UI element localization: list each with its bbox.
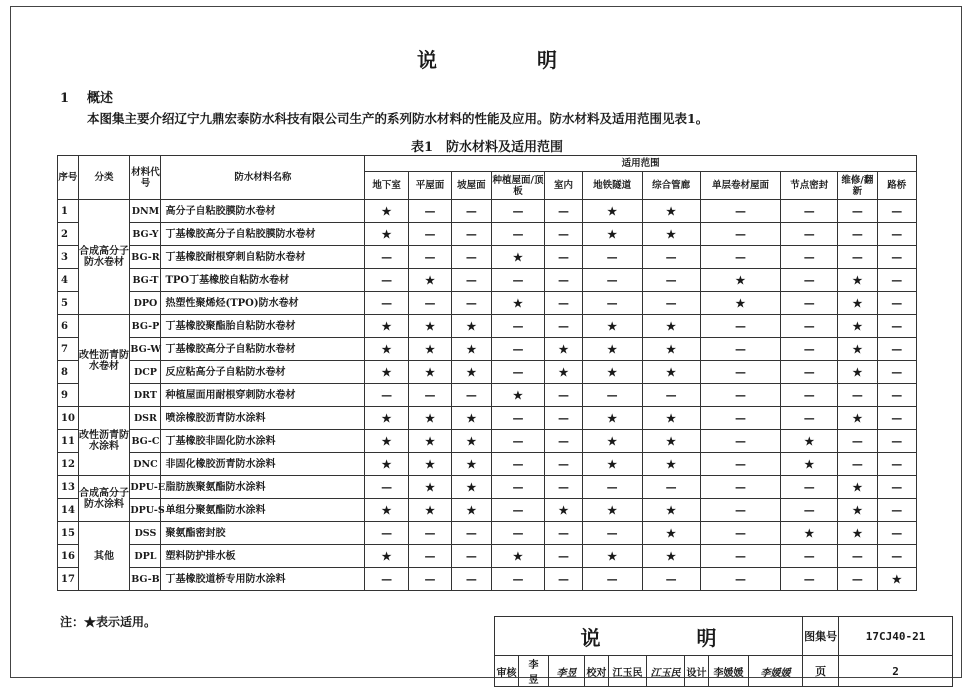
material-name: 单组分聚氨酯防水涂料 — [161, 499, 365, 522]
material-name: 塑料防护排水板 — [161, 545, 365, 568]
scope-column-header: 节点密封 — [781, 172, 838, 200]
not-applicable-dash: — — [491, 361, 545, 384]
material-code: DPO — [130, 292, 161, 315]
not-applicable-dash: — — [700, 453, 781, 476]
not-applicable-dash: — — [408, 292, 451, 315]
not-applicable-dash: — — [491, 499, 545, 522]
applicable-star-icon: ★ — [642, 453, 700, 476]
applicable-star-icon: ★ — [491, 545, 545, 568]
intro-paragraph: 本图集主要介绍辽宁九鼎宏泰防水科技有限公司生产的系列防水材料的性能及应用。防水材料及适用范围见表1。 — [87, 111, 709, 126]
applicable-star-icon: ★ — [642, 545, 700, 568]
not-applicable-dash: — — [545, 407, 582, 430]
scope-column-header: 坡屋面 — [452, 172, 491, 200]
not-applicable-dash: — — [838, 384, 877, 407]
not-applicable-dash: — — [545, 384, 582, 407]
applicable-star-icon: ★ — [838, 407, 877, 430]
applicable-star-icon: ★ — [408, 407, 451, 430]
applicable-star-icon: ★ — [838, 361, 877, 384]
page-number: 2 — [839, 656, 953, 687]
applicable-star-icon: ★ — [582, 200, 642, 223]
not-applicable-dash: — — [582, 246, 642, 269]
applicable-star-icon: ★ — [838, 292, 877, 315]
not-applicable-dash: — — [491, 430, 545, 453]
not-applicable-dash: — — [545, 200, 582, 223]
not-applicable-dash: — — [545, 223, 582, 246]
not-applicable-dash: — — [452, 223, 491, 246]
not-applicable-dash: — — [582, 568, 642, 591]
applicable-star-icon: ★ — [408, 453, 451, 476]
table-row — [58, 476, 917, 499]
table-caption: 表1 防水材料及适用范围 — [410, 140, 564, 155]
header-code: 材料代号 — [130, 156, 161, 200]
not-applicable-dash: — — [582, 269, 642, 292]
row-number: 6 — [58, 315, 79, 338]
row-number: 14 — [58, 499, 79, 522]
material-name: 高分子自粘胶膜防水卷材 — [161, 200, 365, 223]
not-applicable-dash: — — [491, 315, 545, 338]
not-applicable-dash: — — [700, 476, 781, 499]
applicable-star-icon: ★ — [781, 430, 838, 453]
not-applicable-dash: — — [452, 384, 491, 407]
applicable-star-icon: ★ — [365, 430, 408, 453]
not-applicable-dash: — — [781, 568, 838, 591]
applicable-star-icon: ★ — [545, 499, 582, 522]
not-applicable-dash: — — [700, 246, 781, 269]
applicable-star-icon: ★ — [700, 292, 781, 315]
table-row — [58, 246, 917, 269]
check-signature: 江玉民 — [647, 656, 685, 687]
materials-table — [57, 155, 917, 591]
applicable-star-icon: ★ — [838, 522, 877, 545]
row-number: 10 — [58, 407, 79, 430]
table-row — [58, 200, 917, 223]
applicable-star-icon: ★ — [365, 315, 408, 338]
table-note: 注：★表示适用。 — [60, 615, 157, 629]
applicable-star-icon: ★ — [642, 430, 700, 453]
not-applicable-dash: — — [838, 200, 877, 223]
scope-column-header: 路桥 — [877, 172, 916, 200]
not-applicable-dash: — — [781, 338, 838, 361]
not-applicable-dash: — — [700, 338, 781, 361]
applicable-star-icon: ★ — [452, 361, 491, 384]
applicable-star-icon: ★ — [452, 499, 491, 522]
row-number: 2 — [58, 223, 79, 246]
applicable-star-icon: ★ — [408, 315, 451, 338]
not-applicable-dash: — — [700, 200, 781, 223]
page-title: 说 明 — [417, 48, 597, 72]
header-category: 分类 — [78, 156, 130, 200]
not-applicable-dash: — — [838, 430, 877, 453]
applicable-star-icon: ★ — [582, 361, 642, 384]
title-block-title: 说 明 — [495, 617, 803, 656]
applicable-star-icon: ★ — [642, 522, 700, 545]
not-applicable-dash: — — [877, 476, 916, 499]
not-applicable-dash: — — [700, 407, 781, 430]
row-number: 15 — [58, 522, 79, 545]
applicable-star-icon: ★ — [642, 407, 700, 430]
not-applicable-dash: — — [877, 453, 916, 476]
not-applicable-dash: — — [491, 568, 545, 591]
scope-column-header: 综合管廊 — [642, 172, 700, 200]
material-name: 丁基橡胶非固化防水涂料 — [161, 430, 365, 453]
material-code: BG-W — [130, 338, 161, 361]
scope-column-header: 室内 — [545, 172, 582, 200]
not-applicable-dash: — — [700, 223, 781, 246]
scope-column-header: 地下室 — [365, 172, 408, 200]
not-applicable-dash: — — [781, 269, 838, 292]
applicable-star-icon: ★ — [452, 338, 491, 361]
material-code: BG-P — [130, 315, 161, 338]
applicable-star-icon: ★ — [642, 315, 700, 338]
scope-column-header: 维修/翻新 — [838, 172, 877, 200]
applicable-star-icon: ★ — [642, 338, 700, 361]
not-applicable-dash: — — [877, 430, 916, 453]
category-cell: 合成高分子防水卷材 — [78, 200, 130, 315]
material-name: 丁基橡胶聚酯胎自粘防水卷材 — [161, 315, 365, 338]
table-row — [58, 453, 917, 476]
not-applicable-dash: — — [582, 476, 642, 499]
not-applicable-dash: — — [838, 568, 877, 591]
not-applicable-dash: — — [781, 545, 838, 568]
applicable-star-icon: ★ — [582, 338, 642, 361]
table-row — [58, 361, 917, 384]
table-row — [58, 499, 917, 522]
applicable-star-icon: ★ — [408, 361, 451, 384]
not-applicable-dash: — — [545, 269, 582, 292]
not-applicable-dash: — — [700, 315, 781, 338]
applicable-star-icon: ★ — [491, 292, 545, 315]
applicable-star-icon: ★ — [545, 338, 582, 361]
material-code: BG-Y — [130, 223, 161, 246]
not-applicable-dash: — — [491, 453, 545, 476]
design-label: 设计 — [685, 656, 709, 687]
not-applicable-dash: — — [877, 407, 916, 430]
not-applicable-dash: — — [781, 315, 838, 338]
material-code: BG-R — [130, 246, 161, 269]
applicable-star-icon: ★ — [582, 453, 642, 476]
material-name: 丁基橡胶高分子自粘胶膜防水卷材 — [161, 223, 365, 246]
applicable-star-icon: ★ — [838, 338, 877, 361]
not-applicable-dash: — — [452, 522, 491, 545]
material-code: DRT — [130, 384, 161, 407]
category-cell: 改性沥青防水涂料 — [78, 407, 130, 476]
row-number: 16 — [58, 545, 79, 568]
not-applicable-dash: — — [700, 430, 781, 453]
atlas-number: 17CJ40-21 — [839, 617, 953, 656]
row-number: 8 — [58, 361, 79, 384]
not-applicable-dash: — — [408, 522, 451, 545]
not-applicable-dash: — — [877, 315, 916, 338]
applicable-star-icon: ★ — [491, 384, 545, 407]
header-name: 防水材料名称 — [161, 156, 365, 200]
not-applicable-dash: — — [452, 545, 491, 568]
not-applicable-dash: — — [545, 568, 582, 591]
check-name: 江玉民 — [609, 656, 647, 687]
not-applicable-dash: — — [642, 269, 700, 292]
not-applicable-dash: — — [781, 246, 838, 269]
row-number: 11 — [58, 430, 79, 453]
not-applicable-dash: — — [491, 522, 545, 545]
not-applicable-dash: — — [700, 361, 781, 384]
applicable-star-icon: ★ — [408, 338, 451, 361]
not-applicable-dash: — — [491, 407, 545, 430]
not-applicable-dash: — — [642, 384, 700, 407]
title-block — [494, 616, 953, 687]
material-name: 反应粘高分子自粘防水卷材 — [161, 361, 365, 384]
applicable-star-icon: ★ — [642, 223, 700, 246]
material-code: BG-T — [130, 269, 161, 292]
not-applicable-dash: — — [545, 292, 582, 315]
design-signature: 李媛媛 — [749, 656, 803, 687]
not-applicable-dash: — — [877, 269, 916, 292]
applicable-star-icon: ★ — [452, 430, 491, 453]
not-applicable-dash: — — [781, 476, 838, 499]
applicable-star-icon: ★ — [582, 223, 642, 246]
applicable-star-icon: ★ — [452, 407, 491, 430]
table-row — [58, 315, 917, 338]
not-applicable-dash: — — [877, 384, 916, 407]
not-applicable-dash: — — [365, 269, 408, 292]
table-row — [58, 384, 917, 407]
not-applicable-dash: — — [781, 361, 838, 384]
applicable-star-icon: ★ — [838, 315, 877, 338]
table-row — [58, 223, 917, 246]
not-applicable-dash: — — [545, 476, 582, 499]
header-no: 序号 — [58, 156, 79, 200]
applicable-star-icon: ★ — [365, 407, 408, 430]
applicable-star-icon: ★ — [642, 200, 700, 223]
material-name: 喷涂橡胶沥青防水涂料 — [161, 407, 365, 430]
applicable-star-icon: ★ — [582, 499, 642, 522]
material-name: 种植屋面用耐根穿刺防水卷材 — [161, 384, 365, 407]
not-applicable-dash: — — [700, 545, 781, 568]
material-name: 脂肪族聚氨酯防水涂料 — [161, 476, 365, 499]
not-applicable-dash: — — [408, 384, 451, 407]
row-number: 3 — [58, 246, 79, 269]
not-applicable-dash: — — [838, 453, 877, 476]
not-applicable-dash: — — [452, 292, 491, 315]
table-row — [58, 545, 917, 568]
not-applicable-dash: — — [365, 568, 408, 591]
row-number: 5 — [58, 292, 79, 315]
not-applicable-dash: — — [781, 292, 838, 315]
material-name: 丁基橡胶高分子自粘防水卷材 — [161, 338, 365, 361]
not-applicable-dash: — — [545, 430, 582, 453]
applicable-star-icon: ★ — [491, 246, 545, 269]
not-applicable-dash: — — [491, 476, 545, 499]
table-row — [58, 292, 917, 315]
material-code: DCP — [130, 361, 161, 384]
scope-column-header: 平屋面 — [408, 172, 451, 200]
atlas-number-label: 图集号 — [803, 617, 839, 656]
row-number: 12 — [58, 453, 79, 476]
not-applicable-dash: — — [700, 522, 781, 545]
table-row — [58, 430, 917, 453]
not-applicable-dash: — — [838, 545, 877, 568]
row-number: 1 — [58, 200, 79, 223]
not-applicable-dash: — — [877, 499, 916, 522]
not-applicable-dash: — — [838, 246, 877, 269]
material-code: DPU-E — [130, 476, 161, 499]
not-applicable-dash: — — [781, 384, 838, 407]
applicable-star-icon: ★ — [545, 361, 582, 384]
category-cell: 其他 — [78, 522, 130, 591]
applicable-star-icon: ★ — [408, 476, 451, 499]
not-applicable-dash: — — [877, 361, 916, 384]
not-applicable-dash: — — [365, 522, 408, 545]
not-applicable-dash: — — [408, 223, 451, 246]
design-name: 李媛媛 — [709, 656, 749, 687]
applicable-star-icon: ★ — [452, 476, 491, 499]
not-applicable-dash: — — [642, 476, 700, 499]
applicable-star-icon: ★ — [365, 223, 408, 246]
applicable-star-icon: ★ — [365, 200, 408, 223]
not-applicable-dash: — — [545, 522, 582, 545]
not-applicable-dash: — — [642, 292, 700, 315]
applicable-star-icon: ★ — [582, 430, 642, 453]
table-row — [58, 568, 917, 591]
section-title: 概述 — [87, 91, 114, 106]
material-code: BG-B — [130, 568, 161, 591]
not-applicable-dash: — — [781, 223, 838, 246]
not-applicable-dash: — — [582, 522, 642, 545]
table-row — [58, 522, 917, 545]
category-cell: 合成高分子防水涂料 — [78, 476, 130, 522]
not-applicable-dash: — — [545, 545, 582, 568]
not-applicable-dash: — — [545, 315, 582, 338]
not-applicable-dash: — — [700, 384, 781, 407]
applicable-star-icon: ★ — [365, 338, 408, 361]
applicable-star-icon: ★ — [642, 361, 700, 384]
applicable-star-icon: ★ — [452, 453, 491, 476]
not-applicable-dash: — — [700, 568, 781, 591]
page-label: 页 — [803, 656, 839, 687]
not-applicable-dash: — — [877, 545, 916, 568]
applicable-star-icon: ★ — [365, 453, 408, 476]
material-code: DPU-S — [130, 499, 161, 522]
material-code: DSR — [130, 407, 161, 430]
not-applicable-dash: — — [642, 246, 700, 269]
not-applicable-dash: — — [877, 246, 916, 269]
applicable-star-icon: ★ — [582, 315, 642, 338]
not-applicable-dash: — — [877, 200, 916, 223]
applicable-star-icon: ★ — [642, 499, 700, 522]
applicable-star-icon: ★ — [838, 476, 877, 499]
applicable-star-icon: ★ — [365, 545, 408, 568]
table-row — [58, 269, 917, 292]
applicable-star-icon: ★ — [408, 269, 451, 292]
applicable-star-icon: ★ — [408, 430, 451, 453]
not-applicable-dash: — — [877, 223, 916, 246]
not-applicable-dash: — — [781, 499, 838, 522]
not-applicable-dash: — — [582, 384, 642, 407]
not-applicable-dash: — — [408, 545, 451, 568]
material-name: 丁基橡胶耐根穿刺自粘防水卷材 — [161, 246, 365, 269]
applicable-star-icon: ★ — [365, 499, 408, 522]
applicable-star-icon: ★ — [877, 568, 916, 591]
not-applicable-dash: — — [582, 292, 642, 315]
material-name: 聚氨酯密封胶 — [161, 522, 365, 545]
material-code: BG-C — [130, 430, 161, 453]
applicable-star-icon: ★ — [582, 407, 642, 430]
not-applicable-dash: — — [781, 407, 838, 430]
row-number: 9 — [58, 384, 79, 407]
not-applicable-dash: — — [838, 223, 877, 246]
material-code: DNM — [130, 200, 161, 223]
row-number: 7 — [58, 338, 79, 361]
not-applicable-dash: — — [452, 269, 491, 292]
not-applicable-dash: — — [700, 499, 781, 522]
applicable-star-icon: ★ — [781, 453, 838, 476]
applicable-star-icon: ★ — [838, 269, 877, 292]
applicable-star-icon: ★ — [700, 269, 781, 292]
not-applicable-dash: — — [452, 200, 491, 223]
check-label: 校对 — [585, 656, 609, 687]
material-code: DSS — [130, 522, 161, 545]
review-label: 审核 — [495, 656, 519, 687]
material-name: TPO丁基橡胶自粘防水卷材 — [161, 269, 365, 292]
applicable-star-icon: ★ — [365, 361, 408, 384]
table-row — [58, 407, 917, 430]
not-applicable-dash: — — [365, 246, 408, 269]
not-applicable-dash: — — [491, 200, 545, 223]
material-code: DPL — [130, 545, 161, 568]
material-code: DNC — [130, 453, 161, 476]
not-applicable-dash: — — [408, 200, 451, 223]
section-number: 1 — [60, 91, 70, 106]
not-applicable-dash: — — [877, 522, 916, 545]
material-name: 热塑性聚烯烃(TPO)防水卷材 — [161, 292, 365, 315]
applicable-star-icon: ★ — [781, 522, 838, 545]
not-applicable-dash: — — [452, 246, 491, 269]
section-heading — [60, 87, 113, 106]
applicable-star-icon: ★ — [582, 545, 642, 568]
not-applicable-dash: — — [491, 223, 545, 246]
not-applicable-dash: — — [365, 292, 408, 315]
material-name: 非固化橡胶沥青防水涂料 — [161, 453, 365, 476]
header-scope: 适用范围 — [365, 156, 917, 172]
not-applicable-dash: — — [365, 384, 408, 407]
scope-column-header: 单层卷材屋面 — [700, 172, 781, 200]
material-name: 丁基橡胶道桥专用防水涂料 — [161, 568, 365, 591]
table-row — [58, 338, 917, 361]
not-applicable-dash: — — [545, 453, 582, 476]
row-number: 4 — [58, 269, 79, 292]
not-applicable-dash: — — [491, 269, 545, 292]
applicable-star-icon: ★ — [408, 499, 451, 522]
not-applicable-dash: — — [545, 246, 582, 269]
not-applicable-dash: — — [491, 338, 545, 361]
review-name: 李 昱 — [519, 656, 549, 687]
not-applicable-dash: — — [642, 568, 700, 591]
not-applicable-dash: — — [877, 338, 916, 361]
category-cell: 改性沥青防水卷材 — [78, 315, 130, 407]
review-signature: 李昱 — [549, 656, 585, 687]
not-applicable-dash: — — [781, 200, 838, 223]
applicable-star-icon: ★ — [838, 499, 877, 522]
scope-column-header: 地铁隧道 — [582, 172, 642, 200]
not-applicable-dash: — — [408, 246, 451, 269]
not-applicable-dash: — — [408, 568, 451, 591]
row-number: 17 — [58, 568, 79, 591]
scope-column-header: 种植屋面/顶板 — [491, 172, 545, 200]
row-number: 13 — [58, 476, 79, 499]
not-applicable-dash: — — [452, 568, 491, 591]
not-applicable-dash: — — [877, 292, 916, 315]
not-applicable-dash: — — [365, 476, 408, 499]
applicable-star-icon: ★ — [452, 315, 491, 338]
